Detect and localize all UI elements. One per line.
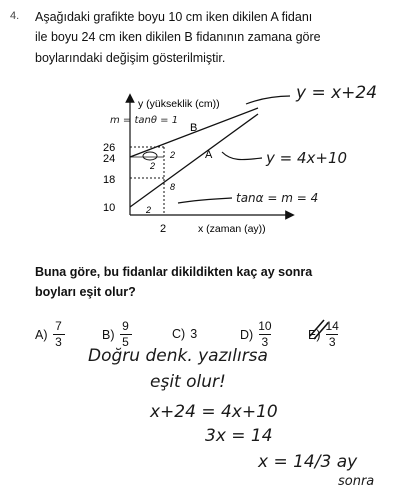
option-d-value: $\frac{10}{3}$ [258,319,272,349]
question-number: 4. [10,10,20,22]
line-b-label: B [190,122,198,134]
option-c[interactable] [172,327,197,341]
option-e-value: $\frac{14}{3}$ [325,319,339,349]
line-a-label: A [205,149,213,161]
arrow-eq-b [246,96,290,104]
x-axis-label: x (zaman (ay)) [198,223,266,235]
mark-2-b: 2 [150,161,156,171]
option-c-value: 3 [190,327,198,341]
question-line-3: boylarındaki değişim gösterilmiştir. [35,51,226,65]
y-tick-18: 18 [103,174,116,186]
hand-work-3: x = 14/3 ay [258,452,358,472]
hand-eq-a: y = 4x+10 [266,149,348,167]
mark-2-b-vert: 2 [170,150,176,160]
arrow-slope-a [178,198,232,203]
mark-2-a: 2 [146,205,152,215]
option-e-letter: E) [308,327,321,342]
option-a-letter: A) [35,327,48,342]
prompt-line-1: Buna göre, bu fidanlar dikildikten kaç ay sonra [35,265,313,279]
y-tick-10: 10 [103,202,116,214]
hand-note-1: Doğru denk. yazılırsa [88,346,268,366]
option-b[interactable] [102,320,132,349]
y-axis-label: y (yükseklik (cm)) [138,98,220,110]
option-d-letter: D) [240,327,254,342]
x-tick-2: 2 [160,223,167,235]
mark-8-a: 8 [170,182,176,192]
hand-work-4: sonra [338,474,375,489]
option-e[interactable] [308,320,339,349]
option-d[interactable] [240,320,272,349]
option-b-value: $\frac{9}{5}$ [120,320,132,349]
scribble-circle [143,152,157,160]
hand-slope-a: tanα = m = 4 [236,191,319,205]
y-tick-24: 24 [103,153,116,165]
option-a-value: $\frac{7}{3}$ [53,320,65,349]
option-a[interactable] [35,320,65,349]
question-line-2: ile boyu 24 cm iken dikilen B fidanının zamana göre [35,30,321,44]
prompt-line-2: boyları eşit olur? [35,285,136,299]
hand-work-1: x+24 = 4x+10 [150,402,278,422]
hand-eq-b: y = x+24 [296,83,378,103]
option-b-letter: B) [102,327,115,342]
option-c-letter: C) [172,327,186,341]
y-tick-26: 26 [103,142,116,154]
question-line-1: Aşağıdaki grafikte boyu 10 cm iken dikilen A fidanı [35,10,313,24]
hand-work-2: 3x = 14 [205,426,273,446]
arrow-eq-a [222,152,262,160]
hand-slope-b: m = tanθ = 1 [110,115,179,126]
hand-note-2: eşit olur! [150,372,226,392]
